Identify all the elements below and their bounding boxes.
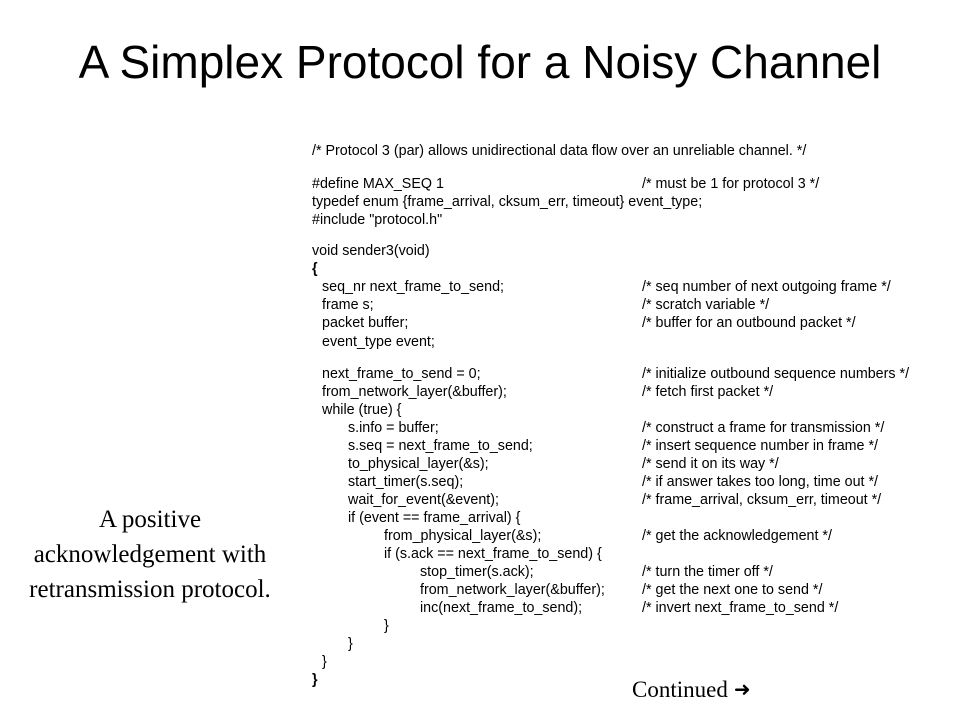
continued-link[interactable] xyxy=(632,675,751,704)
slide-caption: A positive acknowledgement with retransmission protocol. xyxy=(29,506,271,603)
slide-title: A Simplex Protocol for a Noisy Channel xyxy=(78,36,882,88)
right-arrow-icon: ➜ xyxy=(733,677,751,701)
code-listing: /* Protocol 3 (par) allows unidirectional data flow over an unreliable channel. */ #define MAX_SEQ 1 /* must be 1 for protocol 3 */ typedef enum {frame_arrival, cksum_err, timeout} event_type; #include "protocol.h" void sender3(void) { seq_nr next_frame_to_send; /* seq number of next outgoing frame */ frame s; /* scratch variable */ packet buffer; /* buffer for an outbound packet */ event_type event; next_frame_to_send = 0; /* initialize outbound sequence numbers */ from_network_layer(&buffer); /* fetch first packet */ while (true) { s.info = buffer; /* construct a frame for transmission */ s.seq = next_frame_to_send; /* insert sequence number in frame */ to_physical_layer(&s); /* send it on its way */ start_timer(s.seq); /* if answer takes too long, time out */ wait_for_event(&event); /* frame_arrival, cksum_err, timeout */ if (event == frame_arrival) { from_physical_layer(&s); /* get the acknowledgement */ if (s.ack == next_frame_to_send) { stop_timer(s.ack); /* turn the timer off */ from_network_layer(&buffer); /* get the next one to send */ inc(next_frame_to_send); /* invert next_frame_to_send */ } } } } xyxy=(312,143,910,688)
continued-label: Continued xyxy=(632,677,728,702)
